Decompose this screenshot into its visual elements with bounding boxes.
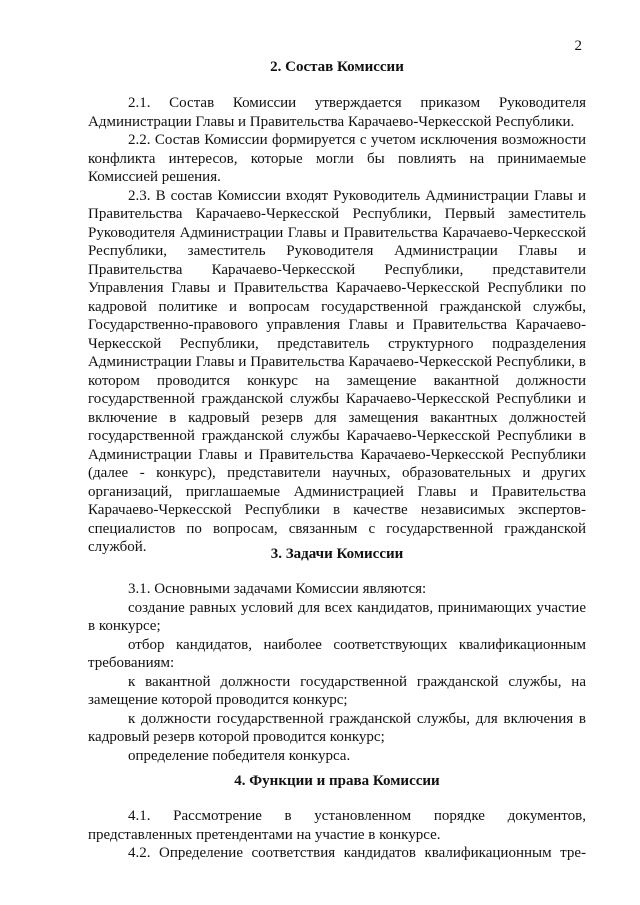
section-3-body	[88, 580, 586, 765]
paragraph-3-1: 3.1. Основными задачами Комиссии являются:	[128, 581, 427, 597]
paragraph-2-3: 2.3. В состав Комиссии входят Руководитель Администрации Главы и Правительства Карачаево-Черкесской Республики, Первый заместитель Руководителя Администрации Главы и Правительства Карачаево-Черкесской Республики, заместитель Руководителя Администрации Главы и Правительства Карачаево-Черкесской Республики, представители Управления Главы и Правительства Карачаево-Черкесской Республики по кадровой политике и вопросам государственной гражданской службы, Государственно-правового управления Главы и Правительства Карачаево-Черкесской Республики, представитель структурного подразделения Администрации Главы и Правительства Карачаево-Черкесской Республики, в котором проводится конкурс на замещение вакантной должности государственной гражданской службы Карачаево-Черкесской Республики и включение в кадровый резерв для замещения вакантных должностей государственной гражданской службы Карачаево-Черкесской Республики в Администрации Главы и Правительства Карачаево-Черкесской Республики (далее - конкурс), представители научных, образовательных и других организаций, приглашаемые Администрацией Главы и Правительства Карачаево-Черкесской Республики в качестве независимых экспертов-специалистов по вопросам, связанным с государственной гражданской службой.	[88, 187, 586, 555]
section-2-heading: 2. Состав Комиссии	[270, 59, 404, 75]
list-item-winner: определение победителя конкурса.	[128, 747, 351, 764]
list-item-candidate-selection: отбор кандидатов, наиболее соответствующих квалификационным требованиям:	[88, 636, 586, 671]
section-4-heading: 4. Функции и права Комиссии	[234, 773, 440, 789]
list-item-vacant-position: к вакантной должности государственной гражданской службы, на замещение которой проводится конкурс;	[88, 673, 586, 708]
paragraph-2-2: 2.2. Состав Комиссии формируется с учетом исключения возможности конфликта интересов, которые могли бы повлиять на принимаемые Комиссией решения.	[88, 132, 586, 185]
list-item-equal-conditions: создание равных условий для всех кандидатов, принимающих участие в конкурсе;	[88, 599, 586, 634]
section-2-body	[88, 94, 586, 557]
paragraph-4-1: 4.1. Рассмотрение в установленном порядке документов, представленных претендентами на участие в конкурсе.	[88, 808, 586, 843]
paragraph-2-1: 2.1. Состав Комиссии утверждается приказом Руководителя Администрации Главы и Правительства Карачаево-Черкесской Республики.	[88, 95, 586, 130]
list-item-reserve-position: к должности государственной гражданской службы, для включения в кадровый резерв которой проводится конкурс;	[88, 710, 586, 745]
section-4-body	[88, 807, 586, 863]
page-number: 2	[574, 38, 582, 54]
section-3-heading: 3. Задачи Комиссии	[270, 546, 404, 562]
paragraph-4-2: 4.2. Определение соответствия кандидатов квалификационным тре-	[128, 845, 586, 861]
